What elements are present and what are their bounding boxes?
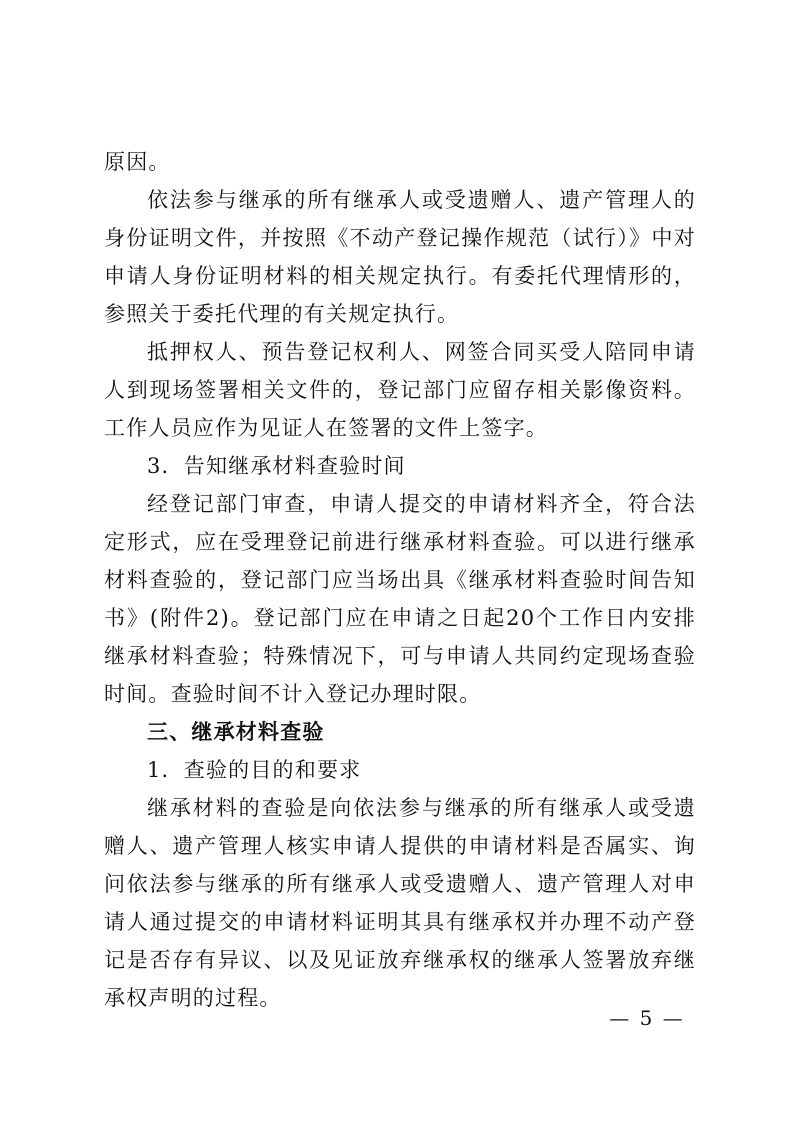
paragraph-witness-signing: 抵押权人、预告登记权利人、网签合同买受人陪同申请人到现场签署相关文件的，登记部门应留存相关影像资料。工作人员应作为见证人在签署的文件上签字。 [104,340,696,440]
paragraph-identity-documents: 依法参与继承的所有继承人或受遗赠人、遗产管理人的身份证明文件，并按照《不动产登记操作规范（试行）》中对申请人身份证明材料的相关规定执行。有委托代理情形的，参照关于委托代理的有关规定执行。 [104,188,696,326]
subheading-notify-inspection-time: 3．告知继承材料查验时间 [147,454,406,478]
page-number: — 5 — [609,1006,685,1030]
section-heading-material-inspection: 三、继承材料查验 [147,720,325,744]
paragraph-continuation: 原因。 [104,150,171,174]
paragraph-inspection-definition: 继承材料的查验是向依法参与继承的所有继承人或受遗赠人、遗产管理人核实申请人提供的申请材料是否属实、询问依法参与继承的所有继承人或受遗赠人、遗产管理人对申请人通过提交的申请材料证明其具有继承权并办理不动产登记是否存有异议、以及见证放弃继承权的继承人签署放弃继承权声明的过程。 [104,796,696,1010]
subheading-inspection-purpose: 1．查验的目的和要求 [147,758,362,782]
paragraph-inspection-time: 经登记部门审查，申请人提交的申请材料齐全，符合法定形式，应在受理登记前进行继承材料查验。可以进行继承材料查验的，登记部门应当场出具《继承材料查验时间告知书》(附件2)。登记部门应在申请之日起20个工作日内安排继承材料查验；特殊情况下，可与申请人共同约定现场查验时间。查验时间不计入登记办理时限。 [104,492,696,706]
